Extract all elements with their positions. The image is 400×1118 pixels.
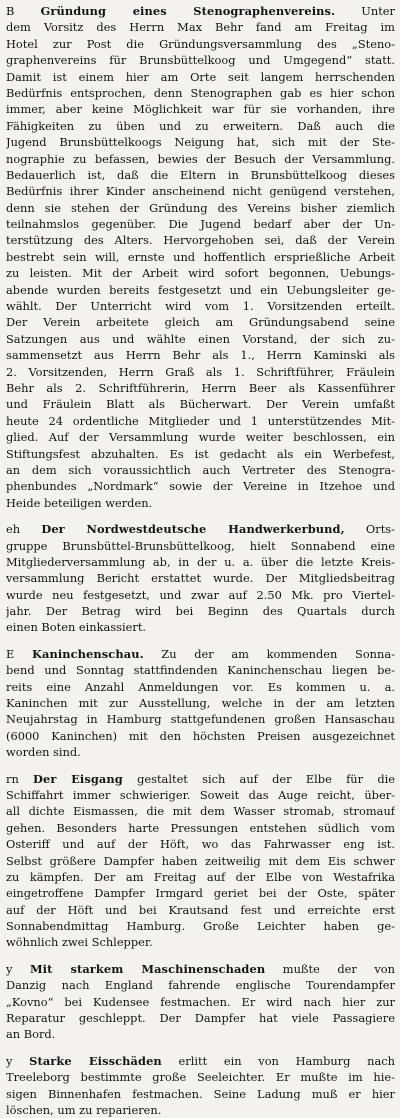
article-marker: y [6, 1053, 30, 1068]
article-marker: eh [6, 522, 42, 537]
article-text-line: worden sind. [6, 745, 81, 760]
article-headline-line [6, 3, 395, 19]
article-text-line: nographie zu befassen, bewies der Besuch der Versammlung. [6, 151, 395, 166]
article-text-line: Damit ist einem hier am Orte seit langem herrschenden [6, 69, 395, 84]
article-headline-line [6, 771, 395, 787]
article-text-line: Danzig nach England fahrende englische Tourendampfer [6, 978, 395, 993]
article-text-line: Kaninchen mit zur Ausstellung, welche in der am letzten [6, 696, 395, 711]
article-heading-rest: Orts- [344, 522, 395, 537]
article-heading-rest: gestaltet sich auf der Elbe für die [122, 771, 395, 786]
article-headline-line [6, 521, 395, 537]
article-text-line: bestrebt sein will, ernste und hoffentlich ersprießliche Arbeit [6, 249, 395, 264]
article-text-line: abende wurden bereits festgesetzt und ein Uebungsleiter ge- [6, 282, 395, 297]
article-text-line: glied. Auf der Versammlung wurde weiter beschlossen, ein [6, 430, 395, 445]
article-text-line: „Kovno“ bei Kudensee festmachen. Er wird nach hier zur [6, 994, 395, 1009]
article-text-line: Sonnabendmittag Hamburg. Große Leichter haben ge- [6, 919, 395, 934]
article-text-line: Hotel zur Post die Gründungsversammlung des „Steno- [6, 36, 395, 51]
article-text-line: wählt. Der Unterricht wird vom 1. Vorsitzenden erteilt. [6, 299, 395, 314]
article-headline-line [6, 1053, 395, 1069]
article-text-line: wöhnlich zwei Schlepper. [6, 935, 153, 950]
article-text-line: Reparatur geschleppt. Der Dampfer hat viele Passagiere [6, 1011, 395, 1026]
article-text-line: zu leisten. Mit der Arbeit wird sofort begonnen, Uebungs- [6, 266, 395, 281]
article-text-line: Selbst größere Dampfer haben zeitweilig mit dem Eis schwer [6, 853, 395, 868]
article-text-line: Bedürfnis entsprochen, denn Stenographen gab es hier schon [6, 85, 395, 100]
article-text-line: Jugend Brunsbüttelkoogs Neigung hat, sich mit der Ste- [6, 135, 395, 150]
article-text-line: Der Verein arbeitete gleich am Gründungsabend seine [6, 315, 395, 330]
article-text-line: Mitgliederversammlung ab, in der u. a. über die letzte Kreis- [6, 554, 395, 569]
article-text-line: einen Boten einkassiert. [6, 620, 147, 635]
article-text-line: an dem sich voraussichtlich auch Vertreter des Stenogra- [6, 462, 395, 477]
article-text-line: gehen. Besonders harte Pressungen entstehen südlich vom [6, 820, 395, 835]
article-heading: Mit starkem Maschinenschaden [29, 961, 266, 976]
article-text-line: Behr als 2. Schriftführerin, Herrn Beer als Kassenführer [6, 380, 395, 395]
article-heading-rest: Zu der am kommenden Sonna- [143, 646, 395, 661]
article-text-line: phenbundes „Nordmark“ sowie der Vereine in Itzehoe und [6, 479, 395, 494]
article-text-line: zu kämpfen. Der am Freitag auf der Elbe von Westafrika [6, 869, 395, 884]
article-text-line: heute 24 ordentliche Mitglieder und 1 unterstützendes Mit- [6, 413, 395, 428]
article-marker: rn [6, 771, 34, 786]
article-text-line: Stiftungsfest abzuhalten. Es ist gedacht als ein Werbefest, [6, 446, 395, 461]
article-text-line: dem Vorsitz des Herrn Max Behr fand am Freitag im [6, 20, 395, 35]
article-text-line: Bedürfnis ihrer Kinder anscheinend nicht genügend verstehen, [6, 184, 395, 199]
article-marker: y [6, 961, 30, 976]
article-text-line: Satzungen aus und wählte einen Vorstand, der sich zu- [6, 331, 395, 346]
article-text-line: versammlung Bericht erstattet wurde. Der Mitgliedsbeitrag [6, 571, 395, 586]
article-heading: Kaninchenschau. [31, 646, 144, 661]
article-text-line: terstützung des Alters. Hervorgehoben sei, daß der Verein [6, 233, 395, 248]
article-heading-rest: mußte der von [265, 961, 395, 976]
article-heading: Der Eisgang [33, 771, 123, 786]
article-maschinenschaden [6, 961, 395, 1043]
article-text-line: an Bord. [6, 1027, 56, 1042]
article-text-line: all dichte Eismassen, die mit dem Wasser stromab, stromauf [6, 804, 395, 819]
article-text-line: bend und Sonntag stattfindenden Kaninchenschau liegen be- [6, 663, 395, 678]
article-text-line: teilnahmslos gegenüber. Die Jugend bedarf aber der Un- [6, 217, 395, 232]
article-text-line: Heide beteiligen werden. [6, 495, 153, 510]
article-text-line: jahr. Der Betrag wird bei Beginn des Quartals durch [6, 604, 395, 619]
article-text-line: Osteriff und auf der Höft, wo das Fahrwasser eng ist. [6, 837, 395, 852]
article-text-line: 2. Vorsitzenden, Herrn Graß als 1. Schriftführer, Fräulein [6, 364, 395, 379]
article-heading-rest: Unter [335, 4, 395, 18]
article-stenographenverein [6, 3, 395, 511]
article-text-line: reits eine Anzahl Anmeldungen vor. Es kommen u. a. [6, 679, 395, 694]
article-text-line: graphenvereins für Brunsbüttelkoog und Umgegend“ statt. [6, 53, 395, 68]
article-text-line: Treeleborg bestimmte große Seeleichter. Er mußte im hie- [6, 1070, 395, 1085]
article-text-line: (6000 Kaninchen) mit den höchsten Preisen ausgezeichnet [6, 728, 395, 743]
article-heading: Gründung eines Stenographenvereins. [40, 4, 336, 18]
article-headline-line [6, 961, 395, 977]
article-eisschaeden [6, 1053, 395, 1118]
article-headline-line [6, 646, 395, 662]
article-text-line: löschen, um zu reparieren. [6, 1103, 162, 1117]
article-text-line: wurde neu festgesetzt, und zwar auf 2.50 Mk. pro Viertel- [6, 587, 395, 602]
article-text-line: denn sie stehen der Gründung des Vereins bisher ziemlich [6, 200, 395, 215]
article-text-line: Bedauerlich ist, daß die Eltern in Brunsbüttelkoog dieses [6, 167, 395, 182]
article-handwerkerbund [6, 521, 395, 636]
article-marker: E [6, 646, 32, 661]
article-text-line: sigen Binnenhafen festmachen. Seine Ladung muß er hier [6, 1086, 395, 1101]
article-text-line: Fähigkeiten zu üben und zu erweitern. Daß auch die [6, 118, 395, 133]
article-text-line: eingetroffene Dampfer Irmgard geriet bei der Oste, später [6, 886, 395, 901]
article-text-line: sammensetzt aus Herrn Behr als 1., Herrn Kaminski als [6, 348, 395, 363]
article-text-line: immer, aber keine Möglichkeit war für sie vorhanden, ihre [6, 102, 395, 117]
article-text-line: gruppe Brunsbüttel-Brunsbüttelkoog, hielt Sonnabend eine [6, 538, 395, 553]
article-kaninchenschau [6, 646, 395, 761]
article-heading: Starke Eisschäden [29, 1053, 162, 1068]
article-text-line: Schiffahrt immer schwieriger. Soweit das Auge reicht, über- [6, 787, 395, 802]
article-text-line: und Fräulein Blatt als Bücherwart. Der Verein umfaßt [6, 397, 395, 412]
article-heading: Der Nordwestdeutsche Handwerkerbund, [41, 522, 345, 537]
article-eisgang [6, 771, 395, 951]
article-text-line: Neujahrstag in Hamburg stattgefundenen großen Hansaschau [6, 712, 395, 727]
article-marker: B [6, 4, 41, 18]
article-heading-rest: erlitt ein von Hamburg nach [161, 1053, 395, 1068]
article-text-line: auf der Höft und bei Krautsand fest und erreichte erst [6, 902, 395, 917]
